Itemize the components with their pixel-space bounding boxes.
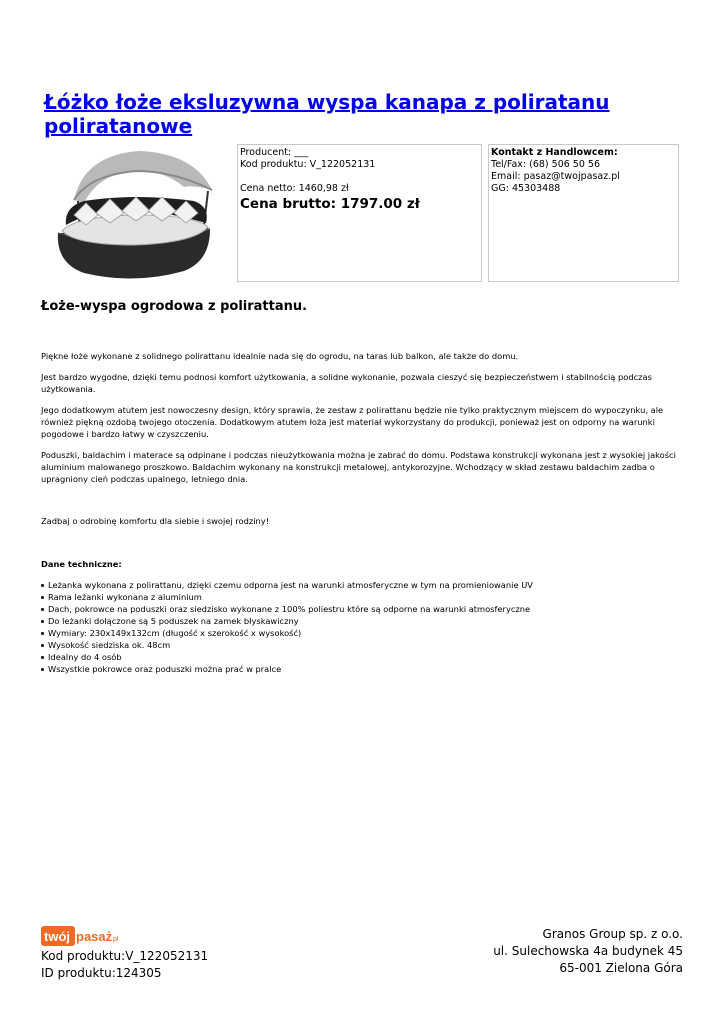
contact-heading: Kontakt z Handlowcem: bbox=[491, 147, 618, 158]
list-item: Leżanka wykonana z polirattanu, dzięki czemu odporna jest na warunki atmosferyczne w tym na promieniowanie UV bbox=[41, 579, 681, 591]
contact-box bbox=[488, 144, 679, 282]
tech-specs-heading: Dane techniczne: bbox=[41, 559, 122, 569]
gross-price-text: Cena brutto: 1797.00 zł bbox=[240, 196, 420, 212]
list-item: Rama leżanki wykonana z aluminium bbox=[41, 591, 681, 603]
footer-city: 65-001 Zielona Góra bbox=[559, 961, 683, 975]
producer-text: Producent: ___ bbox=[240, 147, 309, 158]
svg-text:.pl: .pl bbox=[111, 936, 119, 943]
product-code-text: Kod produktu: V_122052131 bbox=[240, 159, 376, 170]
product-image bbox=[44, 145, 222, 283]
list-item: Wszystkie pokrowce oraz poduszki można prać w pralce bbox=[41, 663, 681, 675]
description-paragraph: Poduszki, baldachim i materace są odpinane i podczas nieużytkowania można je zabrać do domu. Podstawa konstrukcji wykonana jest z wysokiej jakości aluminium malowanego proszkowo. Baldachim wykonany na konstrukcji metalowej, antykorozyjne. Wchodzący w skład zestawu baldachim zadba o upragniony cień podczas upalnego, letniego dnia. bbox=[41, 450, 676, 484]
tech-specs-list bbox=[41, 579, 681, 675]
description-paragraph: Zadbaj o odrobinę komfortu dla siebie i swojej rodziny! bbox=[41, 516, 270, 526]
footer-product-id: ID produktu:124305 bbox=[41, 966, 162, 980]
contact-email: Email: pasaz@twojpasaz.pl bbox=[491, 171, 620, 182]
footer-company-address bbox=[493, 926, 683, 977]
svg-text:twój: twój bbox=[44, 929, 70, 944]
description-body bbox=[41, 350, 681, 675]
footer-product-code: Kod produktu:V_122052131 bbox=[41, 949, 209, 963]
footer-company-name: Granos Group sp. z o.o. bbox=[542, 927, 683, 941]
description-paragraph: Jest bardzo wygodne, dzięki temu podnosi komfort użytkowania, a solidne wykonanie, pozwala cieszyć się bezpieczeństwem i stabilnością podczas użytkowania. bbox=[41, 372, 652, 394]
product-info-box bbox=[237, 144, 482, 282]
svg-text:pasaż: pasaż bbox=[76, 929, 113, 944]
list-item: Do leżanki dołączone są 5 poduszek na zamek błyskawiczny bbox=[41, 615, 681, 627]
twojpasaz-logo bbox=[41, 925, 123, 947]
contact-phone: Tel/Fax: (68) 506 50 56 bbox=[491, 159, 600, 170]
list-item: Dach, pokrowce na poduszki oraz siedzisko wykonane z 100% poliestru które są odporne na warunki atmosferyczne bbox=[41, 603, 681, 615]
net-price-text: Cena netto: 1460,98 zł bbox=[240, 183, 349, 194]
product-title-link[interactable]: Łóżko łoże eksluzywna wyspa kanapa z poliratanu poliratanowe bbox=[44, 90, 610, 138]
description-paragraph: Jego dodatkowym atutem jest nowoczesny design, który sprawia, że zestaw z polirattanu będzie nie tylko praktycznym miejscem do wypoczynku, ale również piękną ozdobą twojego otoczenia. Dodatkowym atutem łoża jest materiał wykorzystany do produkcji, ponieważ jest on odporny na warunki pogodowe i bardzo łatwy w czyszczeniu. bbox=[41, 405, 664, 439]
list-item: Wysokość siedziska ok. 48cm bbox=[41, 639, 681, 651]
description-heading: Łoże-wyspa ogrodowa z polirattanu. bbox=[41, 299, 308, 314]
footer-street: ul. Sulechowska 4a budynek 45 bbox=[493, 944, 683, 958]
description-paragraph: Piękne łoże wykonane z solidnego polirattanu idealnie nada się do ogrodu, na taras lub balkon, ale także do domu. bbox=[41, 351, 519, 361]
contact-gg: GG: 45303488 bbox=[491, 183, 561, 194]
footer-product-ids bbox=[41, 948, 208, 982]
list-item: Wymiary: 230x149x132cm (długość x szerokość x wysokość) bbox=[41, 627, 681, 639]
list-item: Idealny do 4 osób bbox=[41, 651, 681, 663]
